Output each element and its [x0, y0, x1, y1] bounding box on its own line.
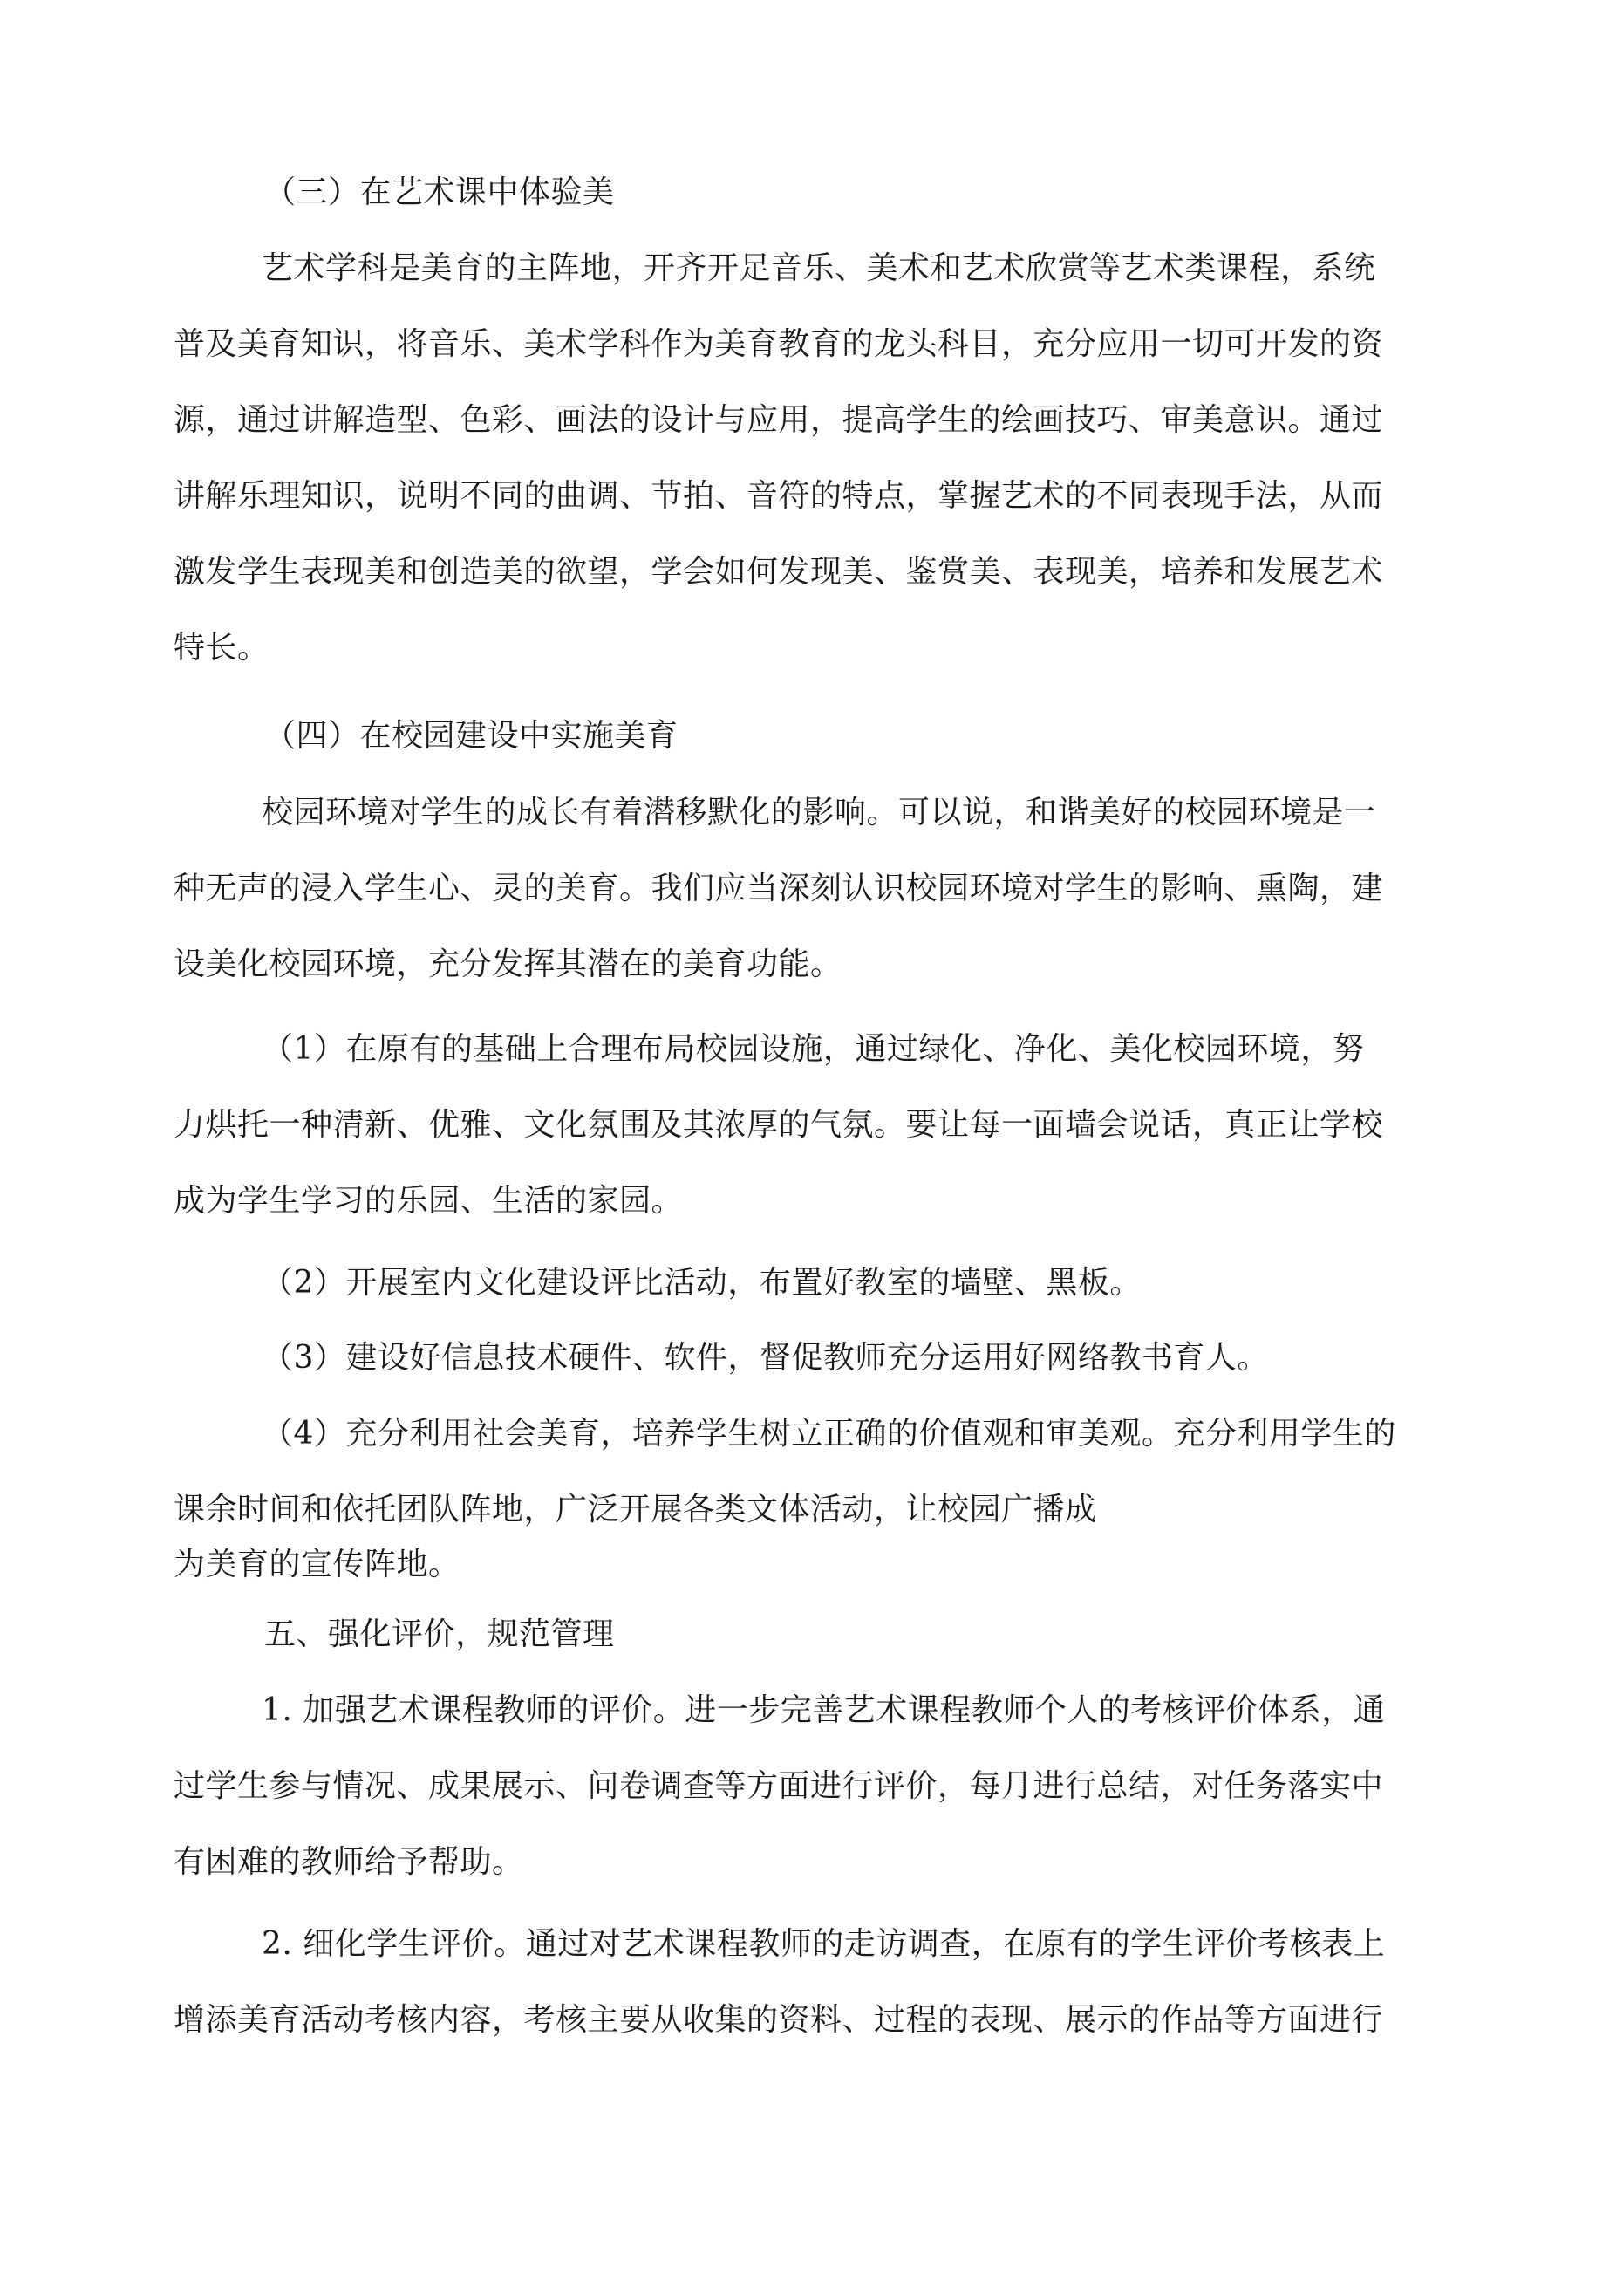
paragraph-line: 普及美育知识，将音乐、美术学科作为美育教育的龙头科目，充分应用一切可开发的资 — [174, 326, 1384, 362]
paragraph-line: 种无声的浸入学生心、灵的美育。我们应当深刻认识校园环境对学生的影响、熏陶，建 — [174, 871, 1384, 906]
list-item-4: （4）充分利用社会美育，培养学生树立正确的价值观和审美观。充分利用学生的 — [262, 1416, 1396, 1452]
paragraph-line: 艺术学科是美育的主阵地，开齐开足音乐、美术和艺术欣赏等艺术类课程，系统 — [262, 250, 1376, 286]
list-item-2: （2）开展室内文化建设评比活动，布置好教室的墙壁、黑板。 — [262, 1265, 1142, 1301]
paragraph-line: 过学生参与情况、成果展示、问卷调查等方面进行评价，每月进行总结，对任务落实中 — [174, 1768, 1384, 1804]
paragraph-line: 有困难的教师给予帮助。 — [174, 1844, 524, 1880]
paragraph-line: 增添美育活动考核内容，考核主要从收集的资料、过程的表现、展示的作品等方面进行 — [174, 2002, 1384, 2038]
paragraph-line: 讲解乐理知识，说明不同的曲调、节拍、音符的特点，掌握艺术的不同表现手法，从而 — [174, 478, 1384, 514]
section-heading-5: 五、强化评价，规范管理 — [264, 1616, 615, 1652]
list-item-1: （1）在原有的基础上合理布局校园设施，通过绿化、净化、美化校园环境，努 — [262, 1031, 1365, 1067]
paragraph-line: 校园环境对学生的成长有着潜移默化的影响。可以说，和谐美好的校园环境是一 — [262, 795, 1376, 830]
section-heading-4: （四）在校园建设中实施美育 — [264, 718, 679, 754]
paragraph-line: 源，通过讲解造型、色彩、画法的设计与应用，提高学生的绘画技巧、审美意识。通过 — [174, 402, 1384, 438]
paragraph-line: 激发学生表现美和创造美的欲望，学会如何发现美、鉴赏美、表现美，培养和发展艺术 — [174, 554, 1384, 590]
paragraph-line: 课余时间和依托团队阵地，广泛开展各类文体活动，让校园广播成 — [174, 1492, 1097, 1527]
numbered-item-1: 1. 加强艺术课程教师的评价。进一步完善艺术课程教师个人的考核评价体系，通 — [262, 1692, 1386, 1728]
paragraph-line: 设美化校园环境，充分发挥其潜在的美育功能。 — [174, 946, 842, 982]
paragraph-line: 力烘托一种清新、优雅、文化氛围及其浓厚的气氛。要让每一面墙会说话，真正让学校 — [174, 1107, 1384, 1143]
paragraph-line: 特长。 — [174, 630, 269, 666]
paragraph-line: 成为学生学习的乐园、生活的家园。 — [174, 1183, 684, 1219]
paragraph-line: 为美育的宣传阵地。 — [174, 1547, 460, 1582]
section-heading-3: （三）在艺术课中体验美 — [264, 174, 615, 210]
numbered-item-2: 2. 细化学生评价。通过对艺术课程教师的走访调查，在原有的学生评价考核表上 — [262, 1926, 1386, 1962]
list-item-3: （3）建设好信息技术硬件、软件，督促教师充分运用好网络教书育人。 — [262, 1340, 1269, 1376]
